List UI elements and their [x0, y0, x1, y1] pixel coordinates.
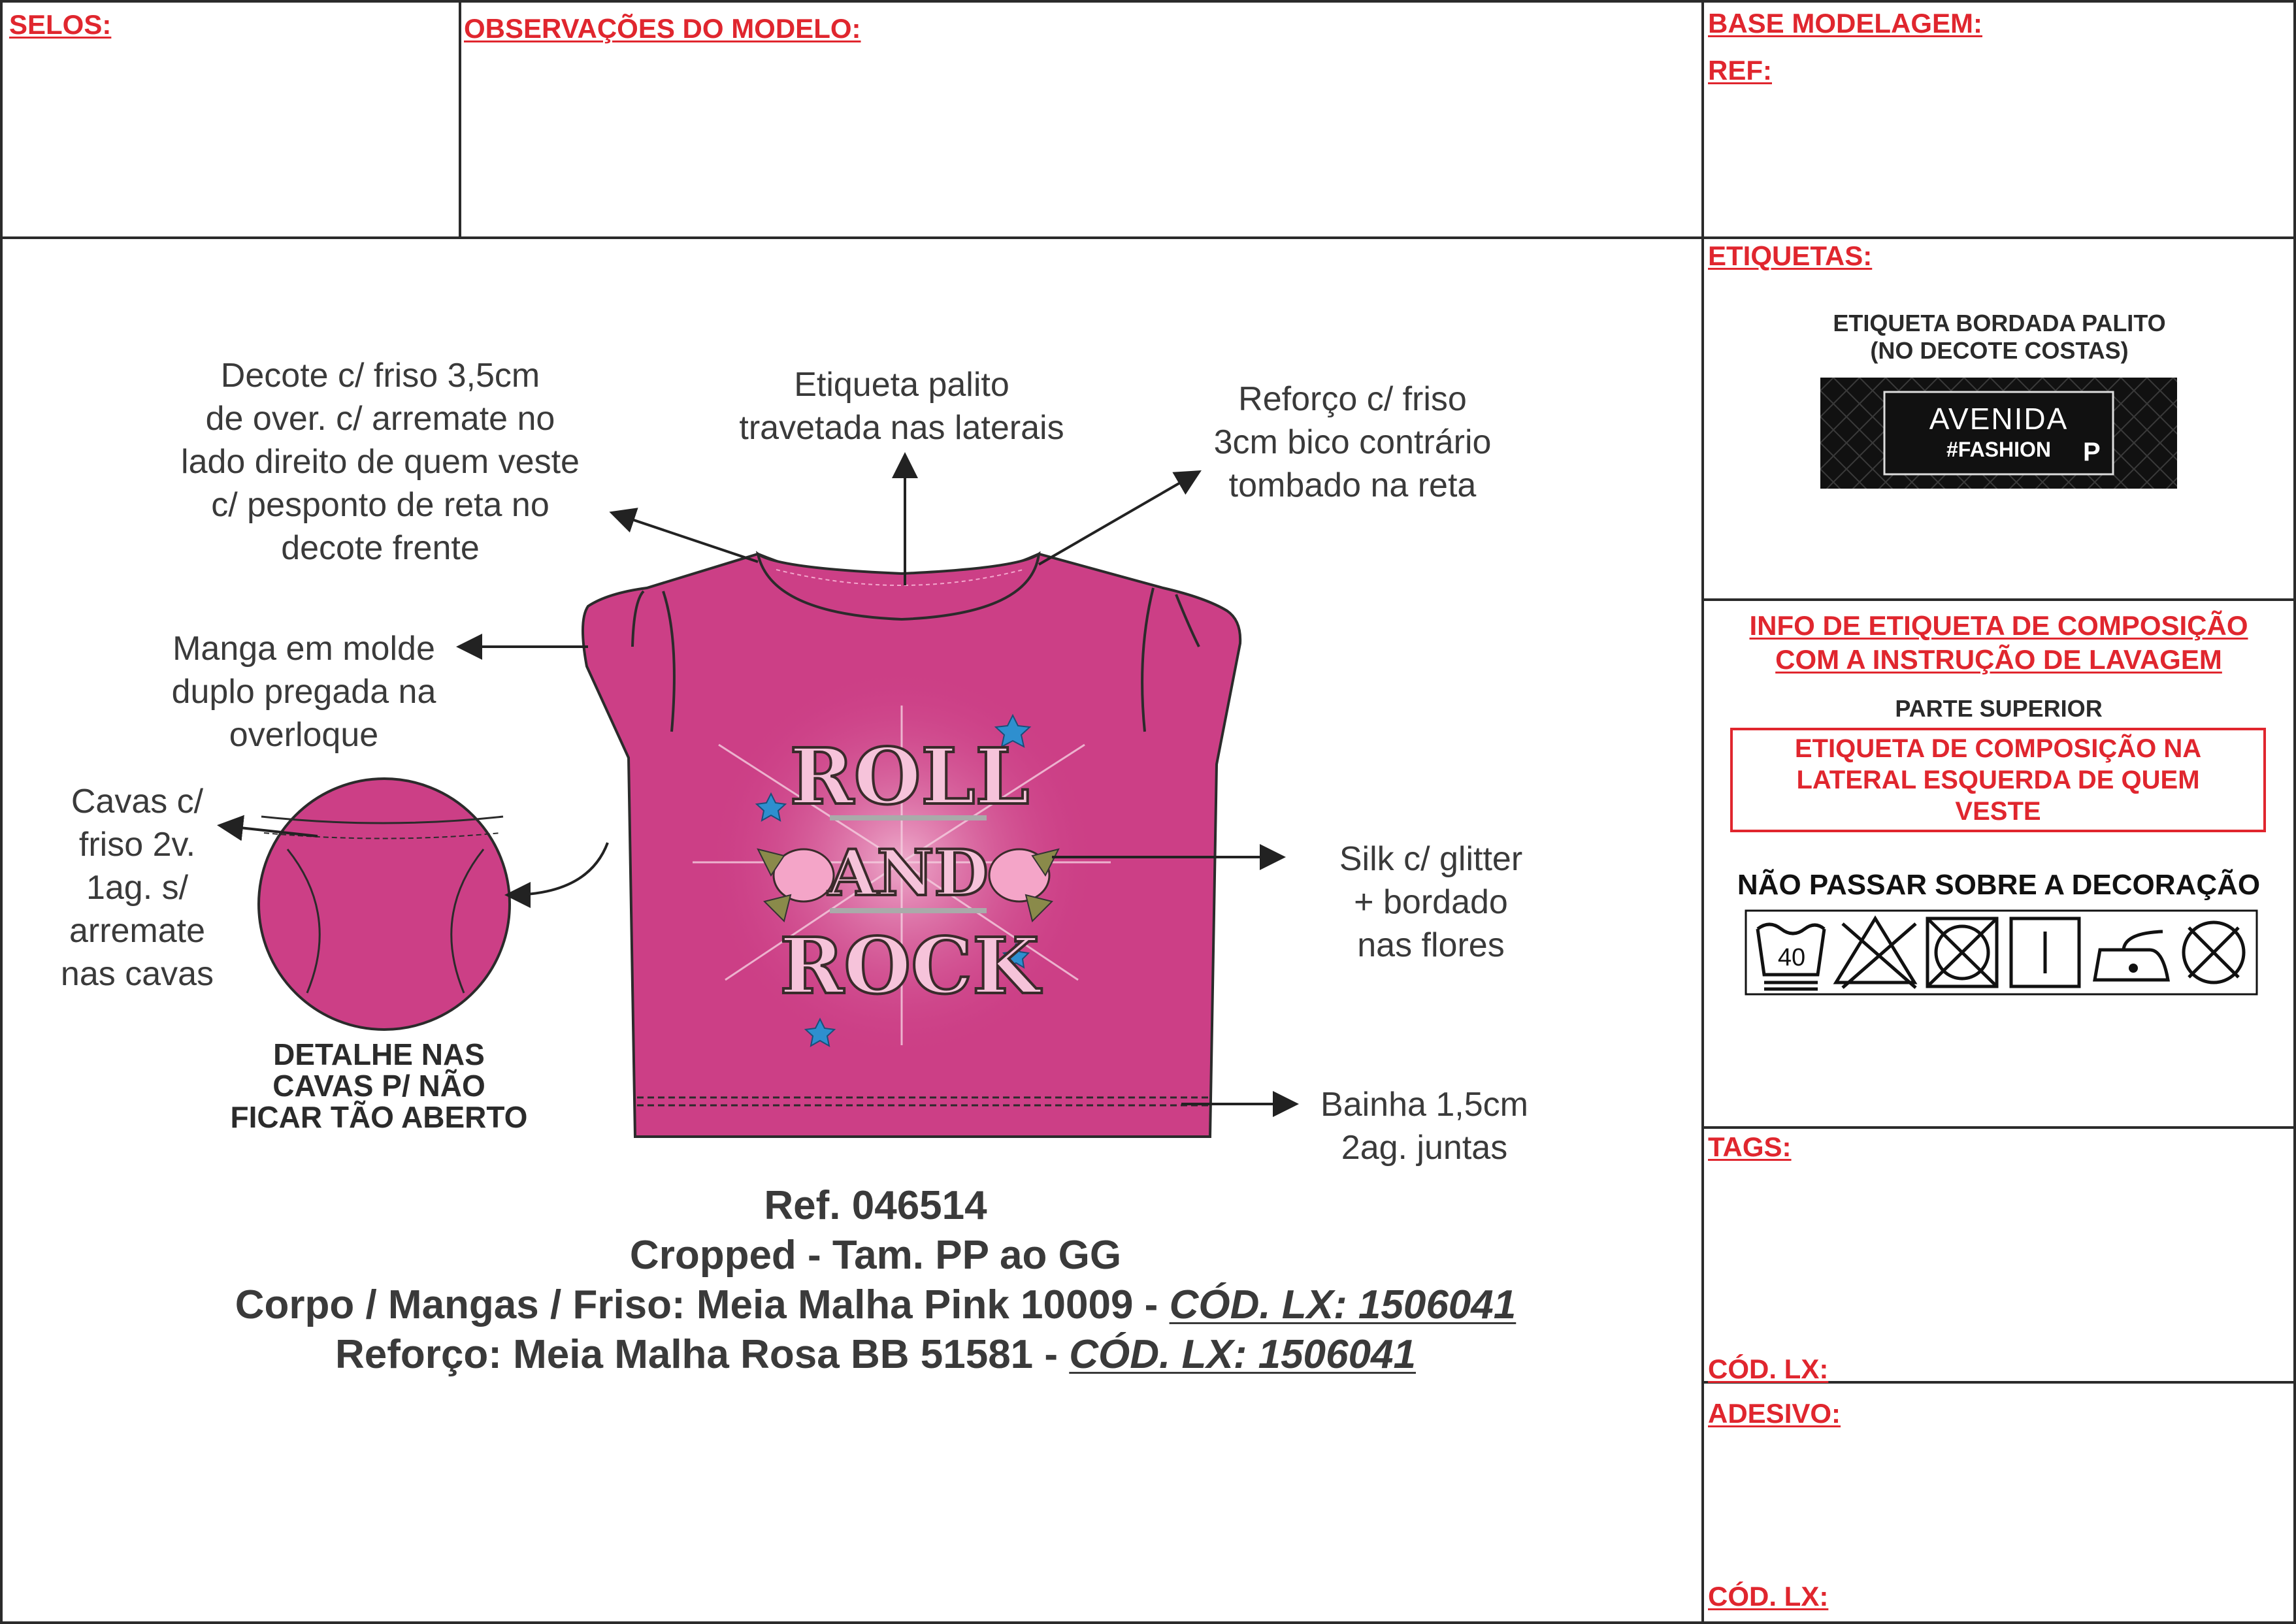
- brand-label: [1820, 378, 2177, 489]
- note-silk: [1294, 837, 1568, 967]
- composition-box-line1: ETIQUETA DE COMPOSIÇÃO NA: [1794, 734, 2202, 763]
- note-decote-line: c/ pesponto de reta no: [211, 486, 549, 524]
- product-ref: Ref. 046514: [764, 1183, 987, 1228]
- adesivo-cod-lx: CÓD. LX:: [1708, 1581, 1829, 1612]
- note-decote: [145, 354, 615, 570]
- note-detalhe-line: DETALHE NAS: [273, 1037, 485, 1071]
- note-bainha-line: 2ag. juntas: [1341, 1129, 1508, 1167]
- note-reforco-line: 3cm bico contrário: [1213, 423, 1492, 461]
- note-decote-line: decote frente: [281, 529, 480, 567]
- material-1-cod: CÓD. LX: 1506041: [1169, 1282, 1517, 1327]
- note-manga: [131, 627, 477, 756]
- etiquetas-header: ETIQUETAS:: [1708, 240, 1873, 271]
- material-2-text: Reforço: Meia Malha Rosa BB 51581 -: [335, 1332, 1070, 1377]
- composicao-box: [1701, 598, 2296, 1129]
- note-detalhe: [196, 1039, 562, 1133]
- note-manga-line: Manga em molde: [172, 630, 435, 668]
- note-decote-line: Decote c/ friso 3,5cm: [220, 357, 540, 395]
- wash-warning: NÃO PASSAR SOBRE A DECORAÇÃO: [1737, 869, 2261, 901]
- note-decote-line: de over. c/ arremate no: [205, 400, 555, 438]
- tags-cod-lx: CÓD. LX:: [1708, 1354, 1829, 1384]
- note-cavas-line: arremate: [69, 912, 206, 950]
- note-silk-line: nas flores: [1357, 926, 1505, 964]
- tags-header: TAGS:: [1708, 1131, 1792, 1162]
- note-manga-line: duplo pregada na: [171, 673, 436, 711]
- material-2-cod: CÓD. LX: 1506041: [1069, 1332, 1416, 1377]
- print-word-roll: ROLL: [789, 731, 1030, 822]
- print-word-and: AND: [828, 836, 989, 910]
- product-material-2: [118, 1330, 1633, 1380]
- brand-sub: #FASHION: [1946, 438, 2052, 461]
- note-silk-line: Silk c/ glitter: [1339, 840, 1523, 878]
- composition-title-1: INFO DE ETIQUETA DE COMPOSIÇÃO: [1749, 610, 2248, 641]
- composition-title-2: COM A INSTRUÇÃO DE LAVAGEM: [1775, 644, 2222, 675]
- note-cavas: [33, 780, 242, 996]
- note-silk-line: + bordado: [1354, 883, 1508, 921]
- note-decote-line: lado direito de quem veste: [181, 443, 580, 481]
- note-reforco: [1156, 378, 1549, 507]
- note-cavas-line: Cavas c/: [71, 783, 204, 820]
- tags-box: [1701, 1126, 2296, 1384]
- note-etiqueta-line: travetada nas laterais: [739, 409, 1064, 447]
- note-manga-line: overloque: [229, 716, 379, 754]
- note-detalhe-line: FICAR TÃO ABERTO: [230, 1100, 528, 1134]
- note-reforco-line: tombado na reta: [1228, 466, 1477, 504]
- wash-temp: 40: [1777, 944, 1806, 971]
- brand-size: P: [2083, 438, 2101, 466]
- arrow-detail: [510, 843, 608, 895]
- note-cavas-line: 1ag. s/: [86, 869, 189, 907]
- brand-name: AVENIDA: [1929, 402, 2069, 436]
- note-bainha: [1294, 1083, 1555, 1169]
- label-info-line2: (NO DECOTE COSTAS): [1870, 337, 2129, 364]
- label-info-line1: ETIQUETA BORDADA PALITO: [1833, 310, 2166, 336]
- cava-detail-circle: [259, 779, 510, 1030]
- product-info: [118, 1181, 1633, 1380]
- adesivo-header: ADESIVO:: [1708, 1398, 1841, 1429]
- note-detalhe-line: CAVAS P/ NÃO: [272, 1069, 485, 1103]
- note-reforco-line: Reforço c/ friso: [1238, 380, 1467, 418]
- selos-header: SELOS:: [9, 9, 112, 40]
- arrow-decote: [614, 513, 758, 562]
- note-bainha-line: Bainha 1,5cm: [1320, 1086, 1528, 1124]
- product-desc: Cropped - Tam. PP ao GG: [629, 1233, 1122, 1278]
- ref-header: REF:: [1708, 55, 1772, 86]
- composition-box-line2: LATERAL ESQUERDA DE QUEM: [1796, 766, 2200, 794]
- product-material-1: [118, 1280, 1633, 1330]
- material-1-text: Corpo / Mangas / Friso: Meia Malha Pink 10009 -: [235, 1282, 1170, 1327]
- print-word-rock: ROCK: [779, 920, 1040, 1011]
- note-cavas-line: nas cavas: [60, 955, 214, 993]
- composition-box: [1730, 728, 2266, 832]
- note-etiqueta-line: Etiqueta palito: [794, 366, 1009, 404]
- note-cavas-line: friso 2v.: [78, 826, 196, 864]
- composition-box-line3: VESTE: [1955, 797, 2041, 826]
- care-symbols: [1745, 909, 2258, 996]
- note-etiqueta: [693, 363, 1111, 449]
- composition-part: PARTE SUPERIOR: [1895, 695, 2103, 722]
- base-modelagem-header: BASE MODELAGEM:: [1708, 8, 1982, 39]
- observacoes-header: OBSERVAÇÕES DO MODELO:: [464, 13, 861, 44]
